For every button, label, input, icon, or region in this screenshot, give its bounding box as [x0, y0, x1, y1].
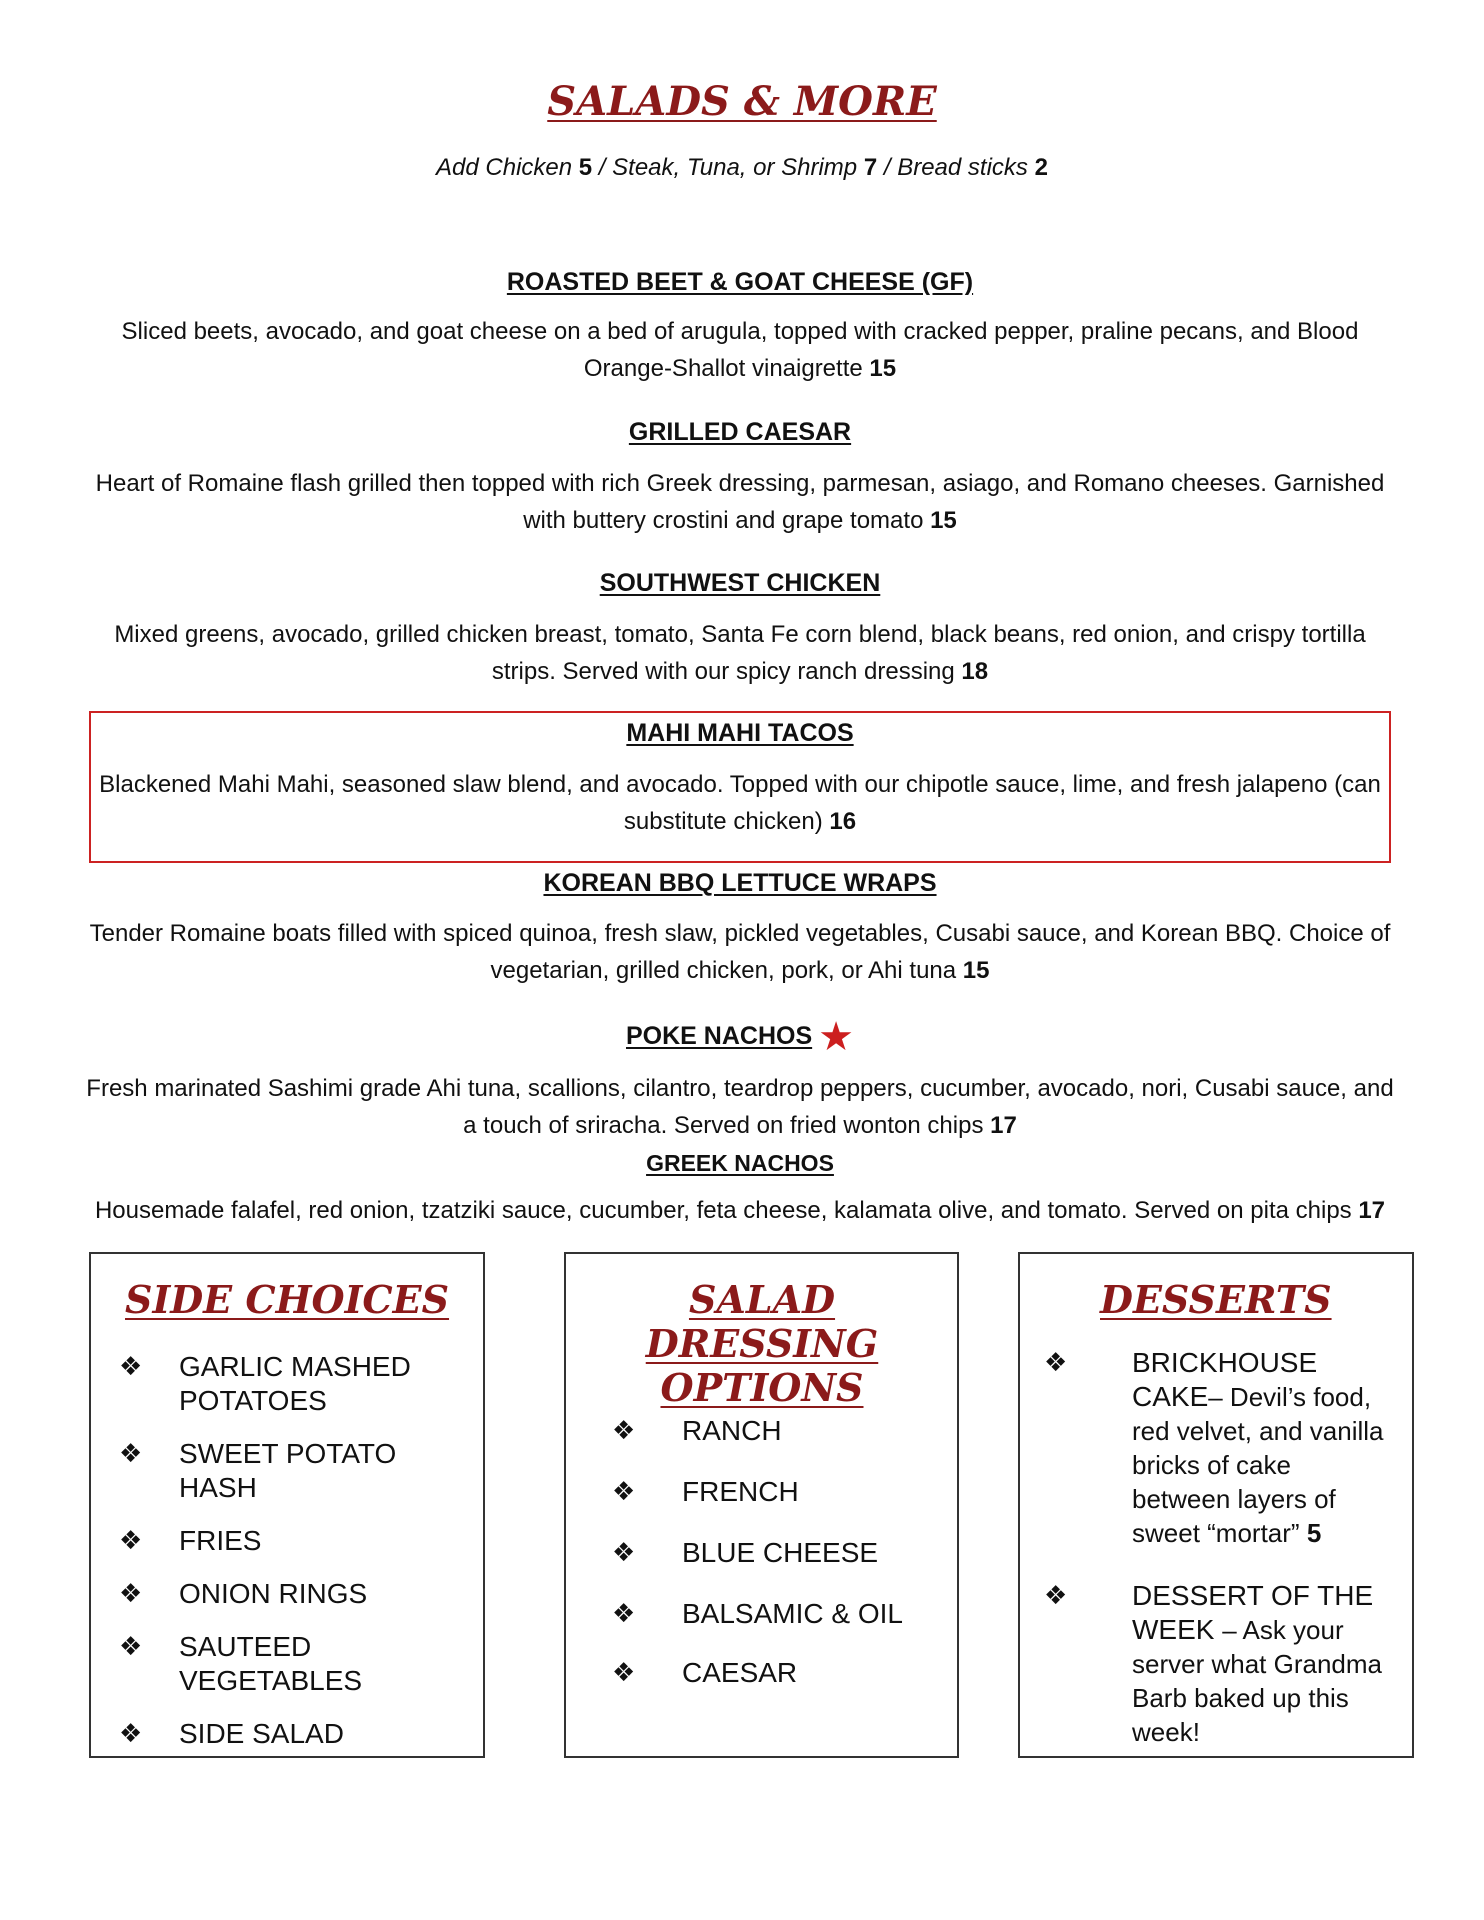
page-title: SALADS & MORE: [547, 78, 937, 125]
dessert-description: – Devil’s food, red velvet, and vanilla bricks of cake between layers of sweet “mortar”: [1132, 1382, 1384, 1548]
bullet-icon: ❖: [612, 1658, 636, 1688]
addon-bread-label: Bread sticks: [897, 154, 1035, 181]
item-price: 15: [962, 957, 990, 984]
addon-steak-price: 7: [863, 154, 878, 181]
salad-dressing-list: [612, 1414, 932, 1696]
side-choices-box: [89, 1252, 485, 1758]
menu-item: [80, 1150, 1400, 1229]
item-description: Tender Romaine boats filled with spiced quinoa, fresh slaw, pickled vegetables, Cusabi sauce, and Korean BBQ. Choice of vegetarian, grilled chicken, pork, or Ahi tuna 15: [89, 920, 1391, 984]
bullet-icon: ❖: [119, 1439, 143, 1469]
item-name: GRILLED CAESAR: [628, 418, 852, 446]
salad-dressing-title: SALAD DRESSING OPTIONS: [645, 1277, 879, 1410]
addon-steak-label: Steak, Tuna, or Shrimp: [612, 154, 864, 181]
salad-dressing-box: [564, 1252, 959, 1758]
item-price: 16: [829, 808, 857, 835]
menu-item: [80, 719, 1400, 840]
dessert-name: DESSERT OF THE WEEK: [1132, 1580, 1374, 1645]
list-item: ❖ CAESAR: [612, 1657, 798, 1688]
bullet-icon: ❖: [612, 1477, 636, 1507]
item-name: GREEK NACHOS: [646, 1150, 834, 1176]
list-item: ❖ BLUE CHEESE: [612, 1537, 879, 1568]
addon-bread-price: 2: [1034, 154, 1048, 181]
item-price: 17: [1358, 1197, 1386, 1224]
addon-separator: /: [877, 154, 898, 181]
bullet-icon: ❖: [119, 1719, 143, 1749]
menu-item: [80, 268, 1400, 387]
side-choices-list: [119, 1350, 449, 1757]
addon-separator: /: [592, 154, 613, 181]
item-name: ROASTED BEET & GOAT CHEESE (GF): [506, 268, 974, 296]
list-item: ❖ SAUTEED VEGETABLES: [119, 1631, 363, 1696]
item-description: Fresh marinated Sashimi grade Ahi tuna, scallions, cilantro, teardrop peppers, cucumber, avocado, nori, Cusabi sauce, and a touch of sriracha. Served on fried wonton chips 17: [86, 1075, 1394, 1139]
bullet-icon: ❖: [612, 1599, 636, 1629]
list-item: ❖ SWEET POTATO HASH: [119, 1438, 397, 1503]
list-item: ❖ FRENCH: [612, 1476, 799, 1507]
list-item: ❖ FRIES: [119, 1525, 262, 1556]
item-name: KOREAN BBQ LETTUCE WRAPS: [543, 869, 937, 897]
list-item: [1044, 1579, 1394, 1749]
list-item: ❖ BALSAMIC & OIL: [612, 1598, 903, 1629]
menu-item: [80, 418, 1400, 539]
item-description: Sliced beets, avocado, and goat cheese on a bed of arugula, topped with cracked pepper, praline pecans, and Blood Orange-Shallot vinaigrette 15: [121, 318, 1359, 382]
desserts-title: DESSERTS: [1100, 1277, 1332, 1322]
bullet-icon: ❖: [119, 1352, 143, 1382]
menu-item: [80, 1014, 1400, 1144]
dessert-description: – Ask your server what Grandma Barb baked up this week!: [1132, 1615, 1382, 1747]
item-price: 15: [930, 507, 957, 534]
star-icon: ★: [818, 1015, 854, 1059]
bullet-icon: ❖: [1044, 1348, 1068, 1378]
list-item: ❖ RANCH: [612, 1415, 782, 1446]
addon-chicken-label: Add Chicken: [436, 154, 579, 181]
addon-chicken-price: 5: [578, 154, 593, 181]
item-name-row: [80, 1014, 1400, 1060]
bullet-icon: ❖: [119, 1632, 143, 1662]
list-item: ❖ SIDE SALAD: [119, 1718, 344, 1749]
bullet-icon: ❖: [1044, 1581, 1068, 1611]
dessert-price: 5: [1306, 1518, 1322, 1548]
item-description: Mixed greens, avocado, grilled chicken breast, tomato, Santa Fe corn blend, black beans, red onion, and crispy tortilla strips. Served with our spicy ranch dressing 18: [114, 621, 1366, 685]
desserts-list: [1044, 1346, 1394, 1749]
bullet-icon: ❖: [119, 1579, 143, 1609]
menu-item: [80, 869, 1400, 989]
item-price: 17: [990, 1112, 1017, 1139]
item-description: Blackened Mahi Mahi, seasoned slaw blend, and avocado. Topped with our chipotle sauce, lime, and fresh jalapeno (can substitute chicken) 16: [99, 771, 1381, 835]
bullet-icon: ❖: [612, 1538, 636, 1568]
menu-item: [80, 569, 1400, 690]
list-item: ❖ GARLIC MASHED POTATOES: [119, 1351, 411, 1416]
side-choices-title: SIDE CHOICES: [125, 1277, 450, 1322]
addons-line: [0, 154, 1484, 182]
item-name: SOUTHWEST CHICKEN: [599, 569, 881, 597]
desserts-box: [1018, 1252, 1414, 1758]
item-description: Heart of Romaine flash grilled then topped with rich Greek dressing, parmesan, asiago, and Romano cheeses. Garnished with buttery crostini and grape tomato 15: [95, 470, 1385, 534]
list-item: [1044, 1346, 1394, 1579]
dessert-name: BRICKHOUSE CAKE: [1132, 1347, 1318, 1412]
list-item: ❖ ONION RINGS: [119, 1578, 368, 1609]
bullet-icon: ❖: [612, 1416, 636, 1446]
item-price: 18: [961, 658, 989, 685]
item-price: 15: [869, 355, 897, 382]
item-description: Housemade falafel, red onion, tzatziki sauce, cucumber, feta cheese, kalamata olive, and tomato. Served on pita chips 17: [94, 1197, 1386, 1224]
item-name: POKE NACHOS: [626, 1022, 813, 1050]
bullet-icon: ❖: [119, 1526, 143, 1556]
item-name: MAHI MAHI TACOS: [626, 719, 854, 747]
